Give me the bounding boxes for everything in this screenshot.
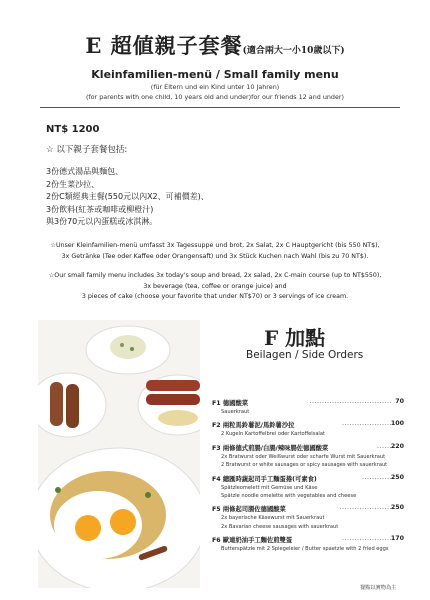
set-item: 2份C類經典主餐(550元以內X2、可補價差)、 [46,192,209,202]
side-item-desc: Spätzle noodle omelette with vegetables and cheese [221,492,357,499]
desc-de-line: ☆Unser Kleinfamilien-menü umfasst 3x Tagessuppe und brot, 2x Salat, 2x C Hauptgericht (bis 550 NT$), [50,242,380,249]
sides-title: F 加點 [264,326,326,350]
side-item-desc: 2x bayerische Käsewurst mit Sauerkraut [221,515,325,522]
side-item-f3 [212,443,404,454]
side-item-desc: Spätzleomelett mit Gemüse und Käse [221,484,318,491]
side-item-label: F3 兩條德式煎腸/白腸/辣味腸佐德國酸菜 [212,444,329,452]
side-item-f5 [212,504,404,515]
set-item: 2份生菜沙拉、 [46,179,100,189]
set-intro: ☆ 以下親子套餐包括: [46,145,128,155]
note-en: (for parents with one child, 10 years old and under)for our friends 12 and under) [85,93,345,101]
dot-leader: .................... [341,420,392,428]
side-item-desc: 2x Bavarian cheese sausages with sauerkraut [221,523,339,530]
desc-en-line: 3 pieces of cake (choose your favorite that under NT$70) or 3 servings of ice cream. [81,293,349,300]
title-e: E 超値親子套餐 [85,33,243,58]
side-item-label: F4 總匯時蔬起司手工麵蛋捲(可素食) [212,475,317,483]
side-item-f4 [212,474,404,485]
side-item-label: F5 兩條起司腸佐德國酸菜 [212,506,286,514]
food-photo [38,320,200,588]
side-orders-list [212,398,404,555]
title-e-paren: (適合兩大一小10歲以下) [242,46,345,56]
menu-title [0,30,430,60]
side-item-desc: 2 Bratwurst or white sausages or spicy sausages with sauerkraut [221,462,388,469]
desc-en-line: 3x beverage (tea, coffee or orange juice) and [143,282,287,290]
dot-leader: ..................... [339,504,392,512]
side-item-price: 100 [390,420,404,428]
divider [40,107,400,108]
side-item-label: F6 歐連奶油手工麵佐煎雙蛋 [212,537,293,545]
side-item-desc: Sauerkraut [221,409,250,415]
footnote: 餐點以實物為主 [360,585,397,591]
menu-subtitle: Kleinfamilien-menü / Small family menu [91,68,339,81]
desc-de-line: 3x Getränke (Tee oder Kaffee oder Orangensaft) und 3x Stück Kuchen nach Wahl (bis zu 70 NT$). [61,252,369,260]
side-item-label: F2 兩粒馬鈴薯泥/馬鈴薯沙拉 [212,422,295,430]
side-item-price: 70 [395,398,404,405]
side-item-desc: 2 Kugeln Kartoffelbrei oder Kartoffelsalat [221,431,325,438]
side-item-price: 250 [390,504,404,512]
side-item-f2 [212,420,404,431]
desc-en-line: ☆Our small family menu includes 3x today's soup and bread, 2x salad, 2x C-main course (up to NT$550), [48,272,382,279]
set-price: NT$ 1200 [46,124,100,135]
side-item-price: 170 [390,535,404,543]
dot-leader: .................... [341,535,392,543]
dot-leader: ...... [376,442,392,450]
side-item-price: 220 [390,442,404,450]
side-item-f1 [212,398,404,409]
side-item-price: 250 [390,473,404,481]
desc-en [20,271,410,303]
note-de: (für Eltern und ein Kind unter 10 Jahren) [150,83,280,91]
desc-de [20,241,410,262]
set-item: 與3份70元以內蛋糕或冰淇淋。 [46,217,158,227]
side-item-label: F1 德國酸菜 [212,400,249,407]
set-items [46,166,209,229]
side-item-desc: 2x Bratwurst oder Weißwurst oder scharfe Wurst mit Sauerkraut [221,453,386,460]
sides-subtitle: Beilagen / Side Orders [246,349,364,361]
set-item: 3份飲料(紅茶或咖啡或柳橙汁) [46,204,154,214]
side-item-f6 [212,535,404,546]
side-item-desc: Butterspätzle mit 2 Spiegeleier / Butter spaetzle with 2 fried eggs [221,546,389,553]
dot-leader: ............ [361,473,392,481]
dot-leader: ................................. [309,398,392,405]
set-item: 3份德式湯品與麵包、 [46,167,124,176]
